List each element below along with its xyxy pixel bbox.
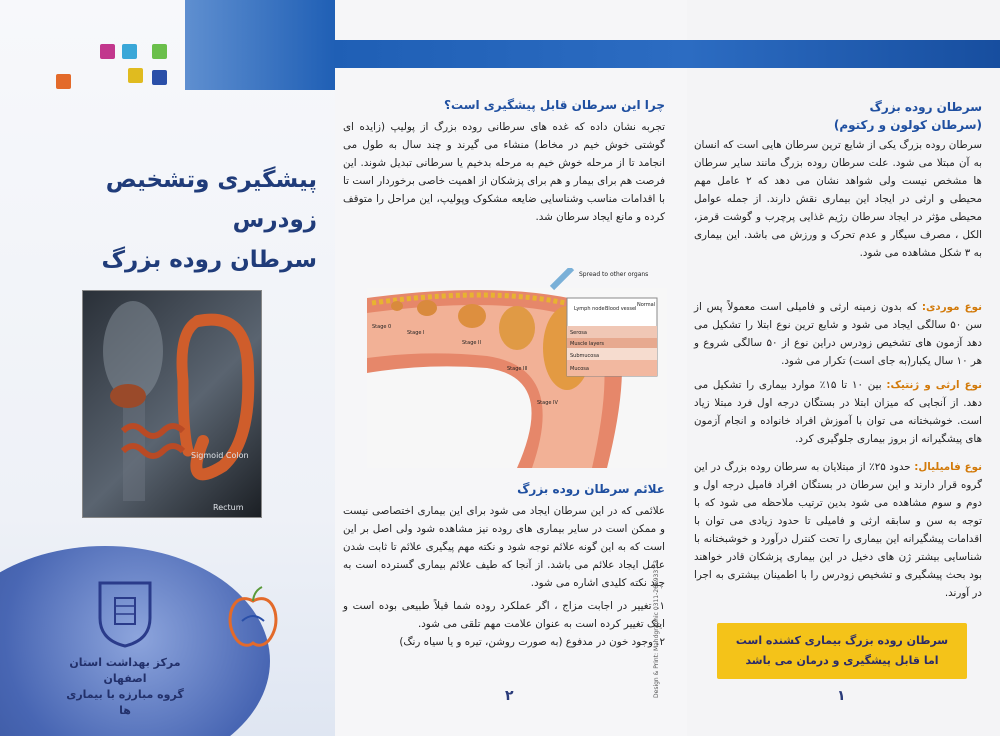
type1-label: نوع موردی: — [921, 301, 982, 313]
symptom-item-1: ۱. تغییر در اجابت مزاج ، اگر عملکرد روده شما قبلاً طبیعی بوده است و اینک تغییر کرده است به عنوان علامت مهم تلقی می شود. — [343, 600, 665, 630]
org-name — [60, 655, 190, 719]
decor-square — [56, 74, 71, 89]
cancer-stages-illustration — [367, 268, 667, 468]
decor-square — [128, 68, 143, 83]
blood-label: Blood vessel — [605, 306, 637, 312]
key-message-callout — [717, 623, 967, 679]
cover-title-line1: پیشگیری وتشخیص زودرس — [105, 167, 317, 233]
symptom-item-2: ۲. وجود خون در مدفوع (به صورت روشن، تیره و یا سیاه رنگ) — [399, 636, 665, 648]
type3-text: حدود ۲۵٪ از مبتلایان به سرطان روده بزرگ در این گروه قرار دارند و این سرطان در بستگان افراد فامیل درجه اول و دوم و سوم مشاهده می شود بدین ترتیب ملاحظه می شود که با توجه به سن و سابقه ارثی و فامیلی تا حدود زیادی می توان با اقدامات پیشگیرانه این بیماری را تحت کنترل درآورد و خوشبختانه با شناسایی بیشتر ژن های دخیل در این بیماری پزشکان قادر خواهند بود بحث پیشگیری و تشخیص زودرس را با اطمینان بیشتری به اجرا در آورند. — [694, 461, 982, 599]
callout-line2: اما قابل پیشگیری و درمان می باشد — [745, 654, 939, 667]
decor-square — [152, 44, 167, 59]
symptoms-paragraph: علائمی که در این سرطان ایجاد می شود برای این بیماری اختصاصی نیست و ممکن است در سایر بیماری های روده نیز مشاهده شود ولی اصل بر این است که به این گونه علائم توجه شود و نکته مهم پیگیری علائم تا ثابت شدن عامل ایجاد علائم می باشد. از آنجا که طیف علائم بیماری گسترده است به چند نکته کلیدی اشاره می شود. — [343, 505, 665, 589]
right-panel — [687, 0, 1000, 736]
org-line2: گروه مبارزه با بیماری ها — [66, 688, 184, 717]
page-number-2: ۲ — [505, 688, 514, 704]
mucosa-label: Mucosa — [570, 366, 589, 372]
spread-label: Spread to other organs — [579, 271, 649, 278]
decor-square — [152, 70, 167, 85]
org-line1: مرکز بهداشت استان اصفهان — [69, 656, 181, 685]
cover-title — [17, 160, 317, 280]
main-heading — [697, 98, 982, 134]
middle-panel — [335, 0, 687, 736]
middle-header-bar — [335, 40, 687, 68]
print-credit: Design & Print: Mahdgraphic 0311-2669331-3 — [653, 560, 660, 698]
decor-square — [122, 44, 137, 59]
rectum-label: Rectum — [213, 503, 244, 512]
sigmoid-label: Sigmoid Colon — [191, 451, 249, 460]
stage0-label: Stage 0 — [372, 324, 392, 330]
decor-square — [100, 44, 115, 59]
page-number-1: ۱ — [837, 688, 846, 704]
intro-paragraph: سرطان روده بزرگ یکی از شایع ترین سرطان هایی است که انسان به آن مبتلا می شود. علت سرطان روده بزرگ مانند سایر سرطان ها مشخص نیست ولی شواهد نشان می دهد که ۲ عامل مهم محیطی و ارثی در ایجاد این بیماری نقش دارند. از جمله عوامل محیطی مؤثر در ایجاد سرطان رژیم غذایی پرچرب و گوشت قرمز، الکل ، مصرف سیگار و عدم تحرک و ورزش می باشد. این بیماری به ۳ شکل مشاهده می شود. — [694, 139, 982, 259]
apple-emblem-logo — [224, 585, 282, 651]
main-heading-line2: (سرطان کولون و رکتوم) — [833, 118, 982, 132]
cover-title-line2: سرطان روده بزرگ — [101, 247, 317, 273]
stage2-label: Stage II — [462, 340, 481, 346]
anatomy-photo — [82, 290, 262, 518]
main-heading-line1: سرطان روده بزرگ — [869, 100, 982, 114]
cover-panel — [0, 0, 335, 736]
stage1-label: Stage I — [407, 330, 425, 336]
cover-header-bar — [185, 0, 335, 90]
section-heading-symptoms: علائم سرطان روده بزرگ — [517, 482, 665, 496]
health-center-logo — [95, 578, 155, 648]
type3-label: نوع فامیلیال: — [914, 461, 982, 473]
type2-text: بین ۱۰ تا ۱۵٪ موارد بیماری را تشکیل می دهد. از آنجایی که میزان ابتلا در بستگان درجه اول فرد مبتلا زیاد است. خوشبختانه می توان با آموزش افراد خانواده و انجام آزمون های پیشگیرانه از بروز بیماری جلوگیری کرد. — [694, 379, 982, 445]
stage3-label: Stage III — [507, 366, 528, 372]
right-header-bar — [687, 40, 1000, 68]
type-hereditary — [694, 376, 982, 448]
lymph-label: Lymph node — [574, 306, 605, 312]
submucosa-label: Submucosa — [570, 353, 600, 359]
muscle-label: Muscle layers — [570, 341, 605, 347]
normal-label: Normal — [637, 302, 656, 308]
stage4-label: Stage IV — [537, 400, 558, 406]
type1-text: که بدون زمینه ارثی و فامیلی است معمولاً پس از سن ۵۰ سالگی ایجاد می شود و شایع ترین نوع ابتلا را تشکیل می دهد آزمون های تشخیص زودرس دراین نوع از ۵۰ سالگی شروع و هر ۱۰ سال یکبار(به جای است) تکرار می شود. — [694, 301, 983, 367]
section-heading-prevention: چرا این سرطان قابل پیشگیری است؟ — [444, 98, 665, 112]
prevention-paragraph: تجربه نشان داده که غده های سرطانی روده بزرگ از پولیپ (زایده ای گوشتی خوش خیم در مخاط) منشاء می گیرند و چند سال به طول می انجامد تا از مرحله خوش خیم به مرحله بدخیم یا سرطانی تبدیل شوند. این فرصت هم برای بیمار و هم برای پزشکان از اهمیت خاصی برخوردار است تا با اقدامات مناسب وشناسایی ضایعه مشکوک وپولیپ، این مراحل را متوقف کرده و مانع ایجاد سرطان شد. — [343, 121, 665, 223]
type-sporadic — [694, 298, 982, 370]
type-familial — [694, 458, 982, 602]
anatomy-illustration — [83, 291, 262, 518]
serosa-label: Serosa — [570, 330, 587, 336]
callout-line1: سرطان روده بزرگ بیماری کشنده است — [735, 634, 949, 647]
type2-label: نوع ارثی و ژنتیک: — [886, 379, 982, 391]
